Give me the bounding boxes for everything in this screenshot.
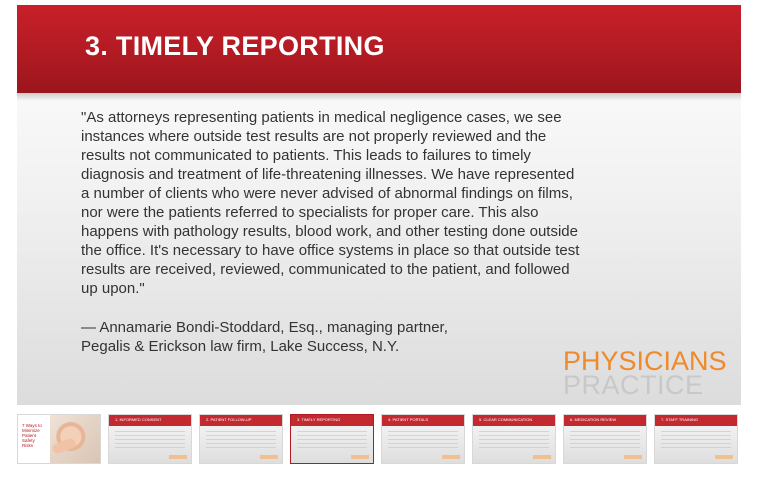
thumb-logo xyxy=(533,455,551,459)
thumbnail-slide-7[interactable] xyxy=(654,414,738,464)
logo-line-physicians: PHYSICIANS xyxy=(563,346,727,376)
thumb-text-lines xyxy=(388,431,458,449)
quote-attribution: — Annamarie Bondi-Stoddard, Esq., managing partner, Pegalis & Erickson law firm, Lake Success, N.Y. xyxy=(81,319,448,355)
thumb-text-lines xyxy=(115,431,185,449)
thumbnail-slide-4[interactable] xyxy=(381,414,465,464)
thumbnail-slide-1[interactable] xyxy=(108,414,192,464)
thumb-label: 1. INFORMED CONSENT xyxy=(115,417,162,422)
thumb-label: 4. PATIENT PORTALS xyxy=(388,417,429,422)
thumb-label: 2. PATIENT FOLLOW-UP xyxy=(206,417,252,422)
thumb-text-lines xyxy=(206,431,276,449)
thumbnail-slide-3[interactable] xyxy=(290,414,374,464)
thumb-logo xyxy=(715,455,733,459)
thumb-logo xyxy=(442,455,460,459)
physicians-practice-logo xyxy=(563,346,741,400)
thumb-text-lines xyxy=(661,431,731,449)
thumb-label: 5. CLEAR COMMUNICATION xyxy=(479,417,533,422)
thumb-text-lines xyxy=(570,431,640,449)
thumb-text-lines xyxy=(297,431,367,449)
thumbnail-slide-5[interactable] xyxy=(472,414,556,464)
thumb-logo xyxy=(260,455,278,459)
thumb-logo xyxy=(169,455,187,459)
thumb-logo xyxy=(624,455,642,459)
thumbnail-slide-6[interactable] xyxy=(563,414,647,464)
thumb-label: 3. TIMELY REPORTING xyxy=(297,417,341,422)
thumbnail-cover[interactable] xyxy=(17,414,101,464)
slide-main xyxy=(17,5,741,405)
slide-title: 3. TIMELY REPORTING xyxy=(85,31,385,61)
thumbnail-strip xyxy=(17,414,741,468)
logo-line-practice: PRACTICE xyxy=(563,370,704,400)
title-shadow xyxy=(17,93,741,101)
thumb-label: 7. STAFF TRAINING xyxy=(661,417,698,422)
cover-photo xyxy=(50,415,101,463)
thumb-logo xyxy=(351,455,369,459)
thumb-text-lines xyxy=(479,431,549,449)
quote-text: "As attorneys representing patients in medical negligence cases, we see instances where outside test results are not properly reviewed and the results not communicated to patients. This leads to failures to timely diagnosis and treatment of life-threatening illnesses. We have represented a number of clients who were never advised of abnormal findings on films, nor were the patients referred to specialists for proper care. This also happens with pathology results, blood work, and other testing done outside the office. It's necessary to have office systems in place so that outside test results are received, reviewed, communicated to the patient, and followed up upon." xyxy=(81,109,580,297)
cover-title: 7 Ways to Minimize Patient Safety Risks xyxy=(22,423,42,448)
thumbnail-slide-2[interactable] xyxy=(199,414,283,464)
title-bar xyxy=(17,5,741,93)
thumb-label: 6. MEDICATION REVIEW xyxy=(570,417,617,422)
